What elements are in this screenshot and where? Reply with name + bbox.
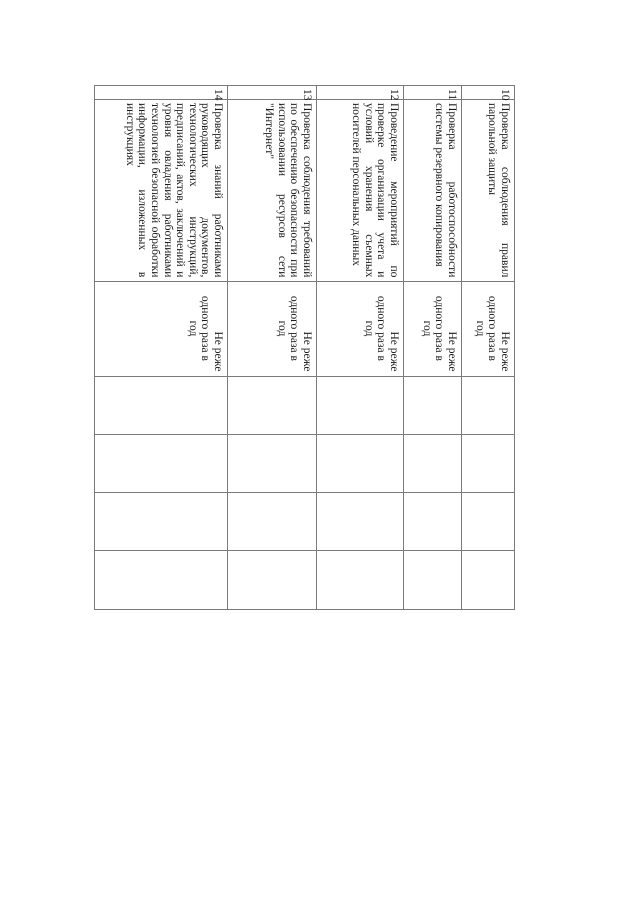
period-line: Не реже [446,331,458,372]
period-cell [462,282,515,376]
period-line: Не реже [388,331,400,372]
empty-cell [317,492,404,550]
period-cell [404,282,462,376]
period-cell [317,282,404,376]
empty-cell [95,376,228,434]
empty-cell [404,376,462,434]
table-row [404,86,462,610]
empty-cell [95,434,228,492]
measure-name: Проверка соблюдения требований по обеспечению безопасности при использовании ресурсов сети "Интернет" [228,100,317,282]
period-line: одного раза в [486,295,499,361]
empty-cell [462,434,515,492]
period-line: одного раза в [375,295,388,361]
period-line: год [420,320,433,337]
period-line: год [473,320,486,337]
period-line: Не реже [212,331,224,372]
period-line: Не реже [301,331,313,372]
empty-cell [317,434,404,492]
measure-name: Проверка соблюдения правил парольной защиты [462,100,515,282]
table-row [317,86,404,610]
measure-name: Проверка работоспособности системы резервного копирования [404,100,462,282]
empty-cell [317,550,404,609]
control-measures-table [94,85,515,610]
empty-cell [95,550,228,609]
row-number: 12 [317,86,404,100]
rotated-table-wrapper [95,85,515,610]
measure-name: Проведение мероприятий по проверке организации учета и условий хранения съемных носителей персональных данных [317,100,404,282]
period-line: Не реже [499,331,511,372]
period-line: год [275,320,288,337]
row-number: 13 [228,86,317,100]
row-number: 10 [462,86,515,100]
period-line: одного раза в [288,295,301,361]
period-line: год [362,320,375,337]
empty-cell [404,492,462,550]
empty-cell [228,550,317,609]
table-row [95,86,228,610]
row-number: 14 [95,86,228,100]
period-cell [228,282,317,376]
empty-cell [404,550,462,609]
table-row [462,86,515,610]
period-cell [95,282,228,376]
period-line: год [186,320,199,337]
empty-cell [228,376,317,434]
empty-cell [462,550,515,609]
empty-cell [404,434,462,492]
table-row [228,86,317,610]
empty-cell [228,492,317,550]
empty-cell [95,492,228,550]
row-number: 11 [404,86,462,100]
empty-cell [228,434,317,492]
empty-cell [462,376,515,434]
empty-cell [317,376,404,434]
period-line: одного раза в [199,295,212,361]
measure-name: Проверка знаний работниками руководящих документов, технологических инструкций, предписаний, актов, заключений и уровня овладения работниками технологией безопасной обработки информации, изложенных в инструкциях [95,100,228,282]
period-line: одного раза в [433,295,446,361]
empty-cell [462,492,515,550]
